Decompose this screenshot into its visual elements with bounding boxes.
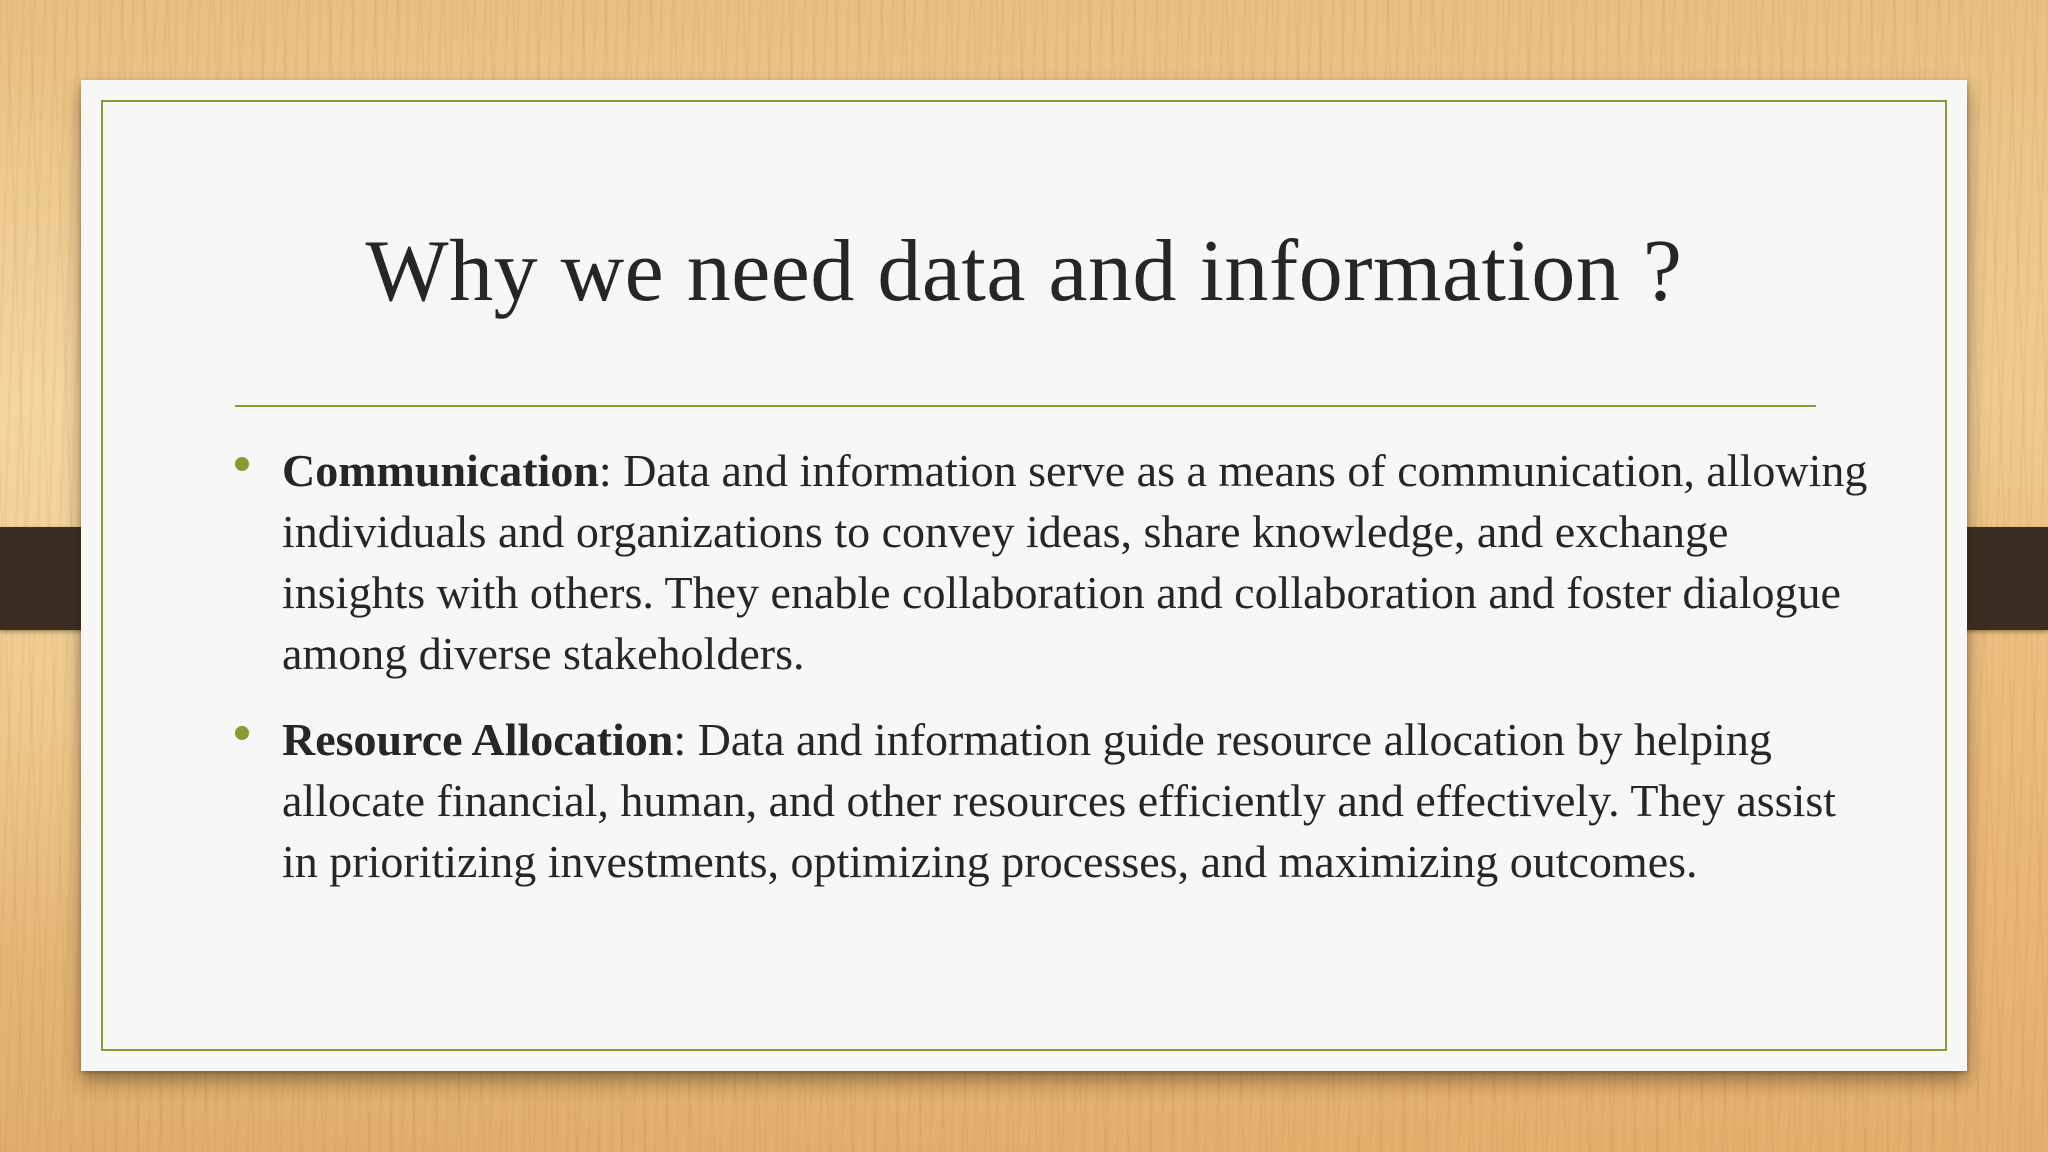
title-divider [235,405,1816,407]
bullet-text: Data and information guide resource allocation by helping allocate financial, human, and other resources efficiently and effectively. They assist in prioritizing investments, optimizing processes, and maximizing outcomes. [282,714,1837,887]
bullet-term: Resource Allocation [282,714,674,765]
bullet-dot-icon [235,726,249,740]
bullet-separator: : [673,714,687,765]
bullet-dot-icon [235,457,249,471]
bullet-term: Communication [282,445,599,496]
slide [81,80,1967,1071]
bullet-list [235,440,1875,917]
bullet-separator: : [598,445,612,496]
bullet-item-resource-allocation [235,709,1875,892]
bullet-item-communication [235,440,1875,684]
slide-title: Why we need data and information ? [365,223,1683,320]
bullet-text: Data and information serve as a means of communication, allowing individuals and organizations to convey ideas, share knowledge, and exchange insights with others. They enable collaboration and collaboration and foster dialogue among diverse stakeholders. [282,445,1868,679]
